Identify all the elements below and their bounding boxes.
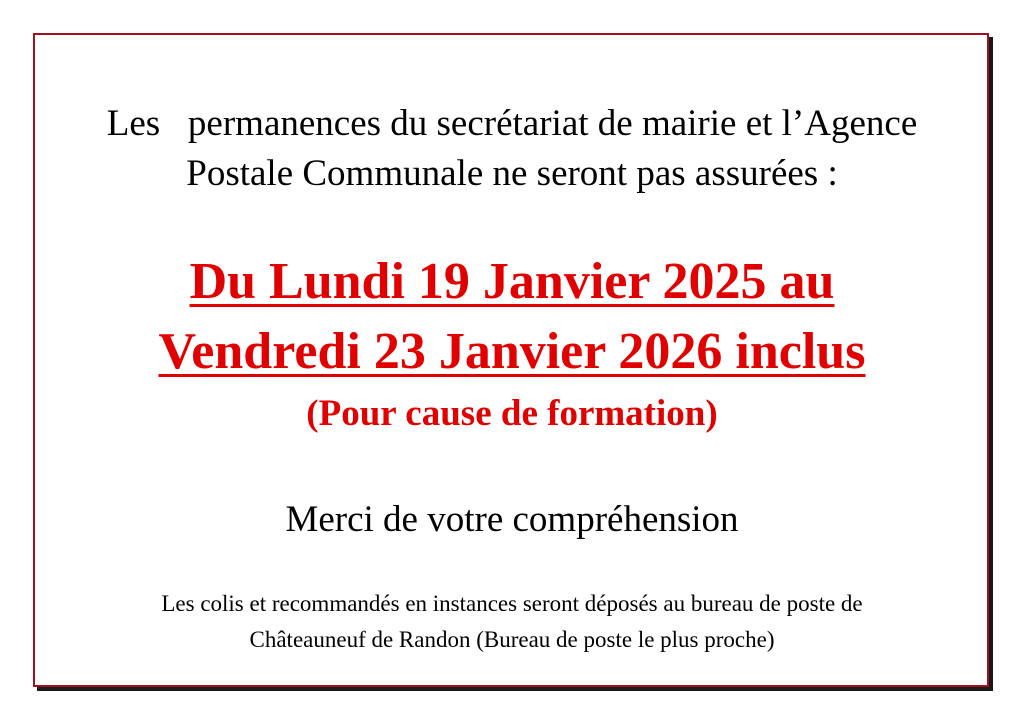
closure-dates-line-1: Du Lundi 19 Janvier 2025 au	[189, 253, 835, 310]
parcel-note-line-2: Châteauneuf de Randon (Bureau de poste le plus proche)	[249, 627, 775, 652]
closure-dates-line-2: Vendredi 23 Janvier 2026 inclus	[158, 323, 866, 380]
parcel-note-line-1: Les colis et recommandés en instances seront déposés au bureau de poste de	[161, 591, 863, 616]
thanks-message: Merci de votre compréhension	[285, 499, 739, 540]
intro-line-1: Les permanences du secrétariat de mairie et l’Agence	[106, 103, 918, 144]
closure-reason: (Pour cause de formation)	[306, 393, 718, 434]
intro-line-2: Postale Communale ne seront pas assurées :	[186, 153, 838, 194]
